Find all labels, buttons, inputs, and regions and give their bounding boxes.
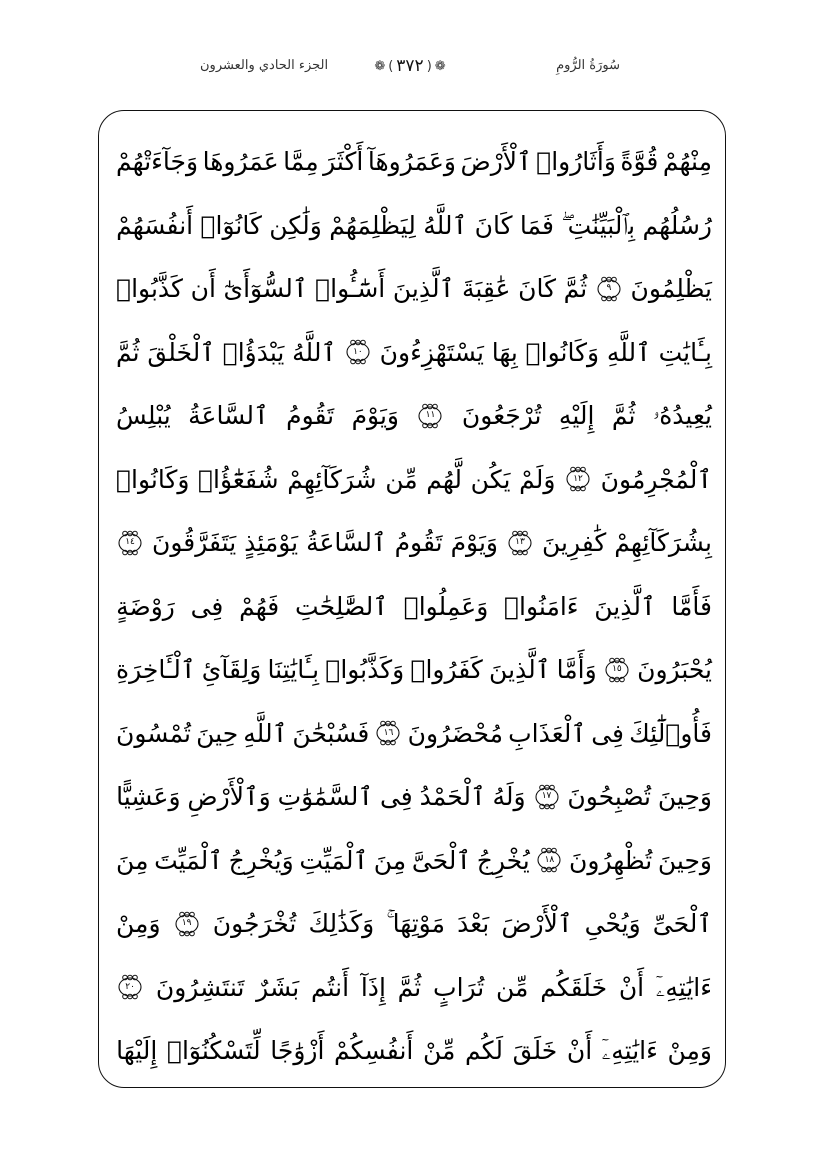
word: وَلَهُ bbox=[492, 782, 526, 811]
text-line bbox=[116, 892, 712, 956]
ayah-number: ١٧ bbox=[541, 791, 552, 802]
word: خَلَقَكُم bbox=[540, 972, 608, 1002]
word: أَسَٰٓـُٔوا۟ bbox=[315, 274, 386, 303]
page-header bbox=[180, 52, 640, 88]
ayah-number: ١٦ bbox=[383, 727, 394, 738]
ayah-number-marker bbox=[116, 974, 144, 1000]
word: تَقُومُ bbox=[394, 528, 443, 557]
text-line bbox=[116, 130, 712, 194]
word: كَانُوٓا۟ bbox=[200, 210, 262, 240]
word: وَكَذَّبُوا۟ bbox=[325, 655, 405, 684]
word: فِى bbox=[190, 591, 224, 621]
word: بِشُرَكَآئِهِمْ bbox=[614, 528, 712, 557]
ayah-number: ١١ bbox=[425, 410, 436, 421]
ayah-number: ١٠ bbox=[353, 346, 363, 357]
word: ٱللَّهُ bbox=[423, 210, 468, 240]
word: خَلَقَ bbox=[512, 1036, 558, 1065]
ayah-number: ١٢ bbox=[573, 473, 583, 484]
word: ٱلَّذِينَ bbox=[489, 655, 551, 684]
word: ٱلْمَيِّتَ bbox=[154, 845, 223, 875]
word: يَسْتَهْزِءُونَ bbox=[379, 337, 484, 367]
word: ٱلَّذِينَ bbox=[392, 274, 455, 303]
ayah-number: ٩ bbox=[606, 283, 612, 294]
word: أَزْوَٰجًا bbox=[270, 1036, 325, 1065]
text-line bbox=[116, 702, 712, 766]
word: فِى bbox=[379, 782, 413, 811]
word: كَٰفِرِينَ bbox=[541, 528, 607, 557]
word: مِنَ bbox=[116, 845, 149, 875]
word: بِـَٔايَٰتِ bbox=[658, 337, 712, 367]
word: وَحِينَ bbox=[657, 782, 712, 811]
word: يَبْدَؤُا۟ bbox=[222, 337, 285, 367]
text-line bbox=[116, 384, 712, 448]
ayah-number-marker bbox=[595, 276, 623, 302]
text-line bbox=[116, 765, 712, 829]
ayah-number: ١٩ bbox=[181, 918, 192, 929]
text-line bbox=[116, 194, 712, 258]
word: تُصْبِحُونَ bbox=[567, 782, 651, 811]
word: أَنْ bbox=[566, 1036, 593, 1065]
word: وَعَمَرُوهَآ bbox=[367, 147, 456, 176]
word: فَسُبْحَٰنَ bbox=[292, 718, 370, 748]
word: ثُمَّ bbox=[397, 972, 422, 1002]
word: ٱلْمُجْرِمُونَ bbox=[600, 464, 712, 494]
ayah-number-marker bbox=[603, 657, 631, 683]
word: ٱللَّهُ bbox=[292, 337, 337, 367]
word: أَنفُسِكُمْ bbox=[334, 1036, 414, 1065]
word: وَلَٰكِن bbox=[269, 210, 322, 240]
word: إِلَيْهِ bbox=[558, 401, 595, 430]
word: بَعْدَ bbox=[457, 909, 490, 938]
word: ٱلْحَىِّ bbox=[652, 909, 712, 938]
word: ءَامَنُوا۟ bbox=[504, 591, 579, 621]
page-number: ٣٧٢ bbox=[396, 56, 424, 76]
word: مُحْضَرُونَ bbox=[407, 718, 504, 748]
word: لَّهُم bbox=[426, 464, 463, 494]
text-line bbox=[116, 448, 712, 512]
word: عَٰقِبَةَ bbox=[461, 274, 511, 303]
word: فَأَمَّا bbox=[671, 591, 712, 621]
text-line bbox=[116, 575, 712, 639]
word: أَكْثَرَ bbox=[323, 147, 364, 176]
word: ٱلْحَىَّ bbox=[411, 845, 472, 875]
word: مِنْهُمْ bbox=[662, 147, 712, 176]
ayah-number-marker bbox=[416, 403, 444, 429]
word: ٱلسَّاعَةُ bbox=[306, 528, 387, 557]
word: فَمَا bbox=[519, 210, 554, 240]
word: ٱللَّهِ bbox=[606, 337, 651, 367]
ayah-number: ١٣ bbox=[515, 537, 525, 548]
word: وَكَانُوا۟ bbox=[525, 337, 600, 367]
word: وَيُحْىِ bbox=[584, 909, 641, 938]
word: يُبْلِسُ bbox=[116, 401, 171, 430]
bracket-ornament-icon: ) bbox=[426, 58, 432, 74]
text-line bbox=[116, 829, 712, 893]
ayah-number: ١٤ bbox=[125, 537, 135, 548]
word: ٱلصَّٰلِحَٰتِ bbox=[295, 591, 388, 621]
word: مِّن bbox=[385, 464, 418, 494]
word: تَنتَشِرُونَ bbox=[155, 972, 245, 1002]
word: بِهَا bbox=[491, 337, 518, 367]
ayah-number-marker bbox=[506, 530, 534, 556]
ayah-number-marker bbox=[533, 784, 561, 810]
word: أَنْ bbox=[618, 972, 645, 1002]
word: بِٱلْبَيِّنَٰتِ ۖ bbox=[561, 210, 636, 240]
bracket-ornament-icon: ( bbox=[388, 58, 394, 74]
word: وَأَثَارُوا۟ bbox=[536, 147, 616, 176]
word: ٱلْخَلْقَ bbox=[147, 337, 215, 367]
word: يَتَفَرَّقُونَ bbox=[152, 528, 237, 557]
word: وَلَمْ bbox=[519, 464, 556, 494]
word: أَنفُسَهُمْ bbox=[116, 210, 194, 240]
word: ٱللَّهِ bbox=[243, 718, 288, 748]
page-number-badge bbox=[374, 56, 445, 76]
word: رَوْضَةٍ bbox=[116, 591, 175, 621]
ayah-number-marker bbox=[173, 911, 201, 937]
word: تُمْسُونَ bbox=[116, 718, 191, 748]
text-line bbox=[116, 321, 712, 385]
ayah-number: ١٨ bbox=[544, 854, 555, 865]
word: ٱلَّذِينَ bbox=[594, 591, 656, 621]
word: فَأُو۟لَٰٓئِكَ bbox=[629, 718, 712, 748]
word: يُعِيدُهُۥ bbox=[652, 401, 712, 430]
word: مِنَ bbox=[373, 845, 407, 875]
juz-name: الجزء الحادي والعشرون bbox=[200, 58, 329, 73]
word: فَهُمْ bbox=[239, 591, 280, 621]
word: تُخْرَجُونَ bbox=[212, 909, 297, 938]
ornament-flower-icon: ❁ bbox=[434, 58, 446, 74]
text-line bbox=[116, 956, 712, 1020]
surah-name: سُورَةُ الرُّومِ bbox=[556, 58, 620, 73]
word: ثُمَّ bbox=[563, 274, 588, 303]
word: بِـَٔايَٰتِنَا bbox=[267, 655, 320, 684]
word: يَظْلِمُونَ bbox=[630, 274, 712, 303]
word: وَيُخْرِجُ bbox=[228, 845, 294, 875]
word: وَمِنْ bbox=[116, 909, 161, 938]
word: يَوْمَئِذٍ bbox=[244, 528, 299, 557]
word: وَلِقَآئِ bbox=[201, 655, 262, 684]
word: ءَايَٰتِهِۦٓ bbox=[655, 972, 712, 1002]
word: لِيَظْلِمَهُمْ bbox=[329, 210, 416, 240]
word: ٱلْحَمْدُ bbox=[419, 782, 486, 811]
word: ثُمَّ bbox=[611, 401, 636, 430]
ayah-number: ١٥ bbox=[612, 664, 622, 675]
word: ثُمَّ bbox=[116, 337, 140, 367]
text-line bbox=[116, 638, 712, 702]
word: لَكُم bbox=[464, 1036, 504, 1065]
word: وَكَانُوا۟ bbox=[116, 464, 190, 494]
word: وَمِنْ bbox=[667, 1036, 712, 1065]
word: ءَايَٰتِهِۦٓ bbox=[601, 1036, 658, 1065]
word: ٱلْمَيِّتِ bbox=[299, 845, 369, 875]
ayah-number-marker bbox=[535, 847, 563, 873]
word: وَجَآءَتْهُمْ bbox=[116, 147, 199, 176]
word: ٱلْأَرْضَ bbox=[501, 909, 573, 938]
word: رُسُلُهُم bbox=[642, 210, 712, 240]
text-line bbox=[116, 1019, 712, 1083]
word: وَيَوْمَ bbox=[351, 401, 400, 430]
word: عَمَرُوهَا bbox=[202, 147, 279, 176]
word: كَانَ bbox=[518, 274, 556, 303]
word: بَشَرٌ bbox=[256, 972, 300, 1002]
word: كَذَّبُوا۟ bbox=[116, 274, 183, 303]
word: يَكُن bbox=[470, 464, 511, 494]
word: أَنتُم bbox=[311, 972, 350, 1002]
word: أَن bbox=[190, 274, 216, 303]
word: كَفَرُوا۟ bbox=[410, 655, 483, 684]
word: قُوَّةً bbox=[620, 147, 659, 176]
word: فِى bbox=[591, 718, 624, 748]
ayah-number-marker bbox=[344, 339, 372, 365]
word: وَعَشِيًّا bbox=[116, 782, 181, 811]
word: تُظْهِرُونَ bbox=[569, 845, 653, 875]
word: شُرَكَآئِهِمْ bbox=[287, 464, 377, 494]
word: ٱلْعَذَابِ bbox=[508, 718, 587, 748]
word: ٱلْأَرْضَ bbox=[460, 147, 532, 176]
word: تُرْجَعُونَ bbox=[461, 401, 542, 430]
word: تُرَابٍ bbox=[433, 972, 485, 1002]
word: كَانَ bbox=[474, 210, 513, 240]
word: وَٱلْأَرْضِ bbox=[187, 782, 271, 811]
ayah-number-marker bbox=[564, 466, 592, 492]
word: ٱلْـَٔاخِرَةِ bbox=[116, 655, 196, 684]
word: ٱلسُّوٓأَىٰٓ bbox=[223, 274, 308, 303]
word: شُفَعَٰٓؤُا۟ bbox=[198, 464, 279, 494]
text-line bbox=[116, 511, 712, 575]
word: إِذَآ bbox=[360, 972, 386, 1002]
word: تَقُومُ bbox=[286, 401, 335, 430]
word: ٱلسَّاعَةُ bbox=[188, 401, 269, 430]
quran-text-block bbox=[116, 130, 712, 1083]
word: وَعَمِلُوا۟ bbox=[403, 591, 489, 621]
text-line bbox=[116, 257, 712, 321]
word: يُحْبَرُونَ bbox=[637, 655, 712, 684]
word: وَيَوْمَ bbox=[450, 528, 498, 557]
word: وَأَمَّا bbox=[556, 655, 597, 684]
ayah-number: ٢٠ bbox=[125, 981, 135, 992]
ayah-number-marker bbox=[116, 530, 144, 556]
word: مِّنْ bbox=[422, 1036, 456, 1065]
ornament-flower-icon: ❁ bbox=[374, 58, 386, 74]
word: يُخْرِجُ bbox=[476, 845, 530, 875]
word: لِّتَسْكُنُوٓا۟ bbox=[166, 1036, 261, 1065]
ayah-number-marker bbox=[374, 720, 402, 746]
word: ٱلسَّمَٰوَٰتِ bbox=[277, 782, 374, 811]
word: مِّن bbox=[496, 972, 529, 1002]
word: مِمَّا bbox=[283, 147, 319, 176]
word: إِلَيْهَا bbox=[116, 1036, 158, 1065]
word: وَكَذَٰلِكَ bbox=[308, 909, 375, 938]
word: حِينَ bbox=[196, 718, 239, 748]
word: مَوْتِهَا ۚ bbox=[386, 909, 445, 938]
word: وَحِينَ bbox=[657, 845, 712, 875]
